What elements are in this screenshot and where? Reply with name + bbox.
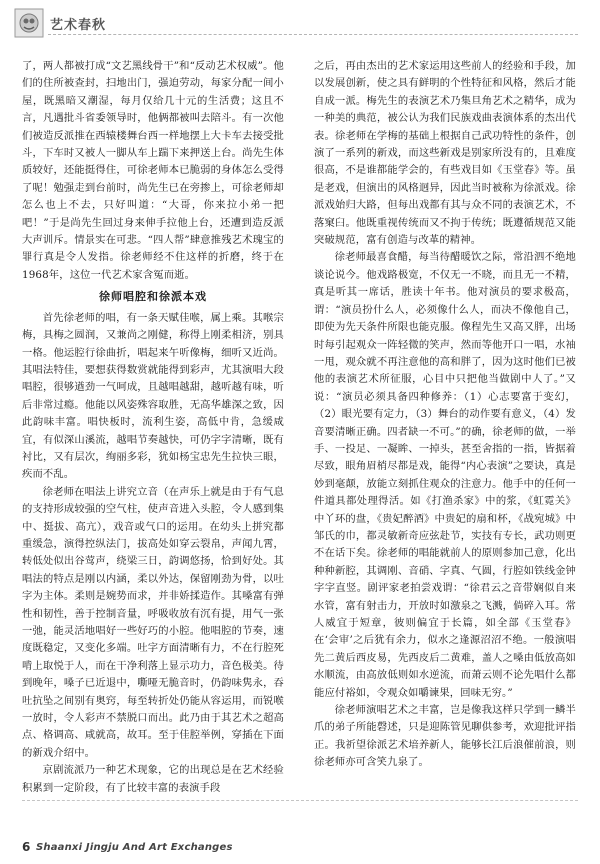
journal-section-title: 艺术春秋 [50, 18, 107, 33]
left-paragraph-2: 首先徐老师的唱，有一条天赋佳喉，属上乘。其喉宗梅，具梅之圆润，又兼尚之刚健，称得上刚柔相济，别具一格。他运腔行徐曲折，唱起来午听像梅，细听又近尚。其唱法特佳，要想获得数赏就能得到彩声，尤其演唱大段唱腔，很够遒劲一气呵成，且越唱越甜，越听越有味，听后非常过瘾。他能以风姿殊容取胜，无高华雄深之致，因此韵味丰富。唱快板时，流利生姿，高低中肯，急缓咸宜，有似深山溪流，越唱节奏越快，可仍字字清晰，既有衬比，又有层次，绚丽多彩，犹如杨宝忠先生拉快三眼，疾而不乱。 [22, 311, 284, 481]
section-heading: 徐师唱腔和徐派本戏 [99, 290, 207, 304]
page-header [0, 0, 600, 44]
header-divider [48, 34, 578, 35]
journal-logo-icon [14, 8, 44, 38]
left-paragraph-4: 京剧流派乃一种艺术现象，它的出现总是在艺术经验积累到一定阶段，有了比较丰富的表演手段 [22, 764, 284, 794]
right-paragraph-3: 徐老师演唱艺术之丰富，岂是像我这样只学到一鳞半爪的弟子所能磬述，只是迎陈管见聊供参考，欢迎批评指正。我祈望徐派艺术培养新人，能够长江后浪催前浪，则徐老师亦可含笑九泉了。 [314, 704, 576, 769]
right-paragraph-1: 之后，再由杰出的艺术家运用这些前人的经验和手段，加以发展创新，使之具有鲜明的个性特征和风格，然后才能自成一派。梅先生的表演艺术乃集旦角艺术之精华，成为一种美的典范，被公认为我们民族戏曲表演体系的杰出代表。徐老师在学梅的基础上根据自己武功特性的条件，创演了一系列的新戏，而这些新戏是别家所没有的，且难度很高，不是谁都能学会的，有些戏目如《玉堂春》等。虽是老戏，但演出的风格迥异，因此当时被称为徐派戏。徐派戏始归大路，但每出戏都有其与众不同的表演艺术，不落窠臼。他既重视传统而又不拘于传统；既遵循规范又能突破规范，富有创造与改革的精神。 [314, 60, 576, 247]
footer-divider [22, 800, 578, 801]
journal-name: Shaanxi Jingju And Art Exchanges [36, 842, 233, 853]
left-paragraph-1: 了，两人都被打成“文艺黑线骨干”和“反动艺术权威”。他们的住所被查封，扫地出门，强迫劳动，每家分配一间小屋，既黑暗又潮湿，每月仅给几十元的生活费；这且不言，凡遇批斗省委领导时，他俩都被叫去陪斗。有一次他们被造反派推在西辕楼舞台西一样地摆上大卡车去接受批斗，下车时又被人一脚从车上踹下来押送上台。尚先生体质较好，还能挺得住，可徐老师本已脆弱的身体怎么受得了呢！勉强走到台前时，尚先生已在旁掺上，可徐老师却怎么也上不去，只好叫道：“大哥，你来拉小弟一把吧！”于是尚先生回过身来伸手拉他上台，还遭到造反派大声训斥。情景实在可悲。“四人帮”肆意推残艺术瑰宝的罪行真是令人发指。徐老师经不住这样的折磨，终于在1968年，这位一代艺术家含冤而逝。 [22, 60, 284, 281]
right-column [314, 58, 576, 772]
right-paragraph-2: 徐老师最喜食醋，每当待醋暖饮之际，常沿泗不绝地谈论说今。他戏路极宽，不仅无一不晓，而且无一不精，真是听其一席话，胜读十年书。他对演员的要求极高，谓：“演员扮什么人，必须像什么人，而决不像他自己，即使为先天条件所限也能克服。像程先生又高又胖，出场时每引起观众一阵轻微的笑声，然而等他开口一唱，水袖一甩，观众就不再注意他的高和胖了，因为这时他们已被他的表演艺术所征服，心目中只把他当做剧中人了。”又说：“演员必须具备四种修养：（1）心志要富于变幻，（2）眼光要有定力，（3）舞台的动作要有意义，（4）发音要清晰正确。四者缺一不可。”的确，徐老师的做，一举手、一投足、一凝眸、一掉头，甚至舍指的一指，皆据着尽致，眼角眉梢尽都是戏，能得“内心表演”之要诀，真是妙到毫颠，放能立刻抓住观众的注意力。他手中的任何一件道具都处理得活。如《打渔杀家》中的浆，《虹霓关》中丫环的盘，《贵妃醉酒》中贵妃的扇和杯，《战宛城》中邹氏的巾，都灵敏新奇应弦赴节，实技有专长，武功则更不在话下矣。徐老师的唱能就前人的原则参加己意，化出种种新腔，其调刚、音硝、字真、气圆，行腔如铁线金钟字字直竖。剧评家老拍尝戏谓：“徐君云之音带娴似自来水管，富有射击力，开放时如激泉之飞溅，倘碎入耳。常人威宜于短章，彼则偏宜于长篇，如全部《玉堂春》在‘会审’之后犹有余力，似水之逢源沼沼不绝。一般演唱先二黄后西皮易，先西皮后二黄难，盖人之嗓由低放高如水顺流，由高放低则如水逆流，而萧云则不论先唱什么都能应付裕如，令观众如嚼谏果，回味无穷。” [314, 251, 576, 699]
page-number: 6 [22, 840, 31, 854]
left-column [22, 58, 284, 797]
left-paragraph-3: 徐老师在唱法上讲究立音（在声乐上就是由于有气息的支持形成较强的空气柱，使声音进入头腔，令人感到集中、挺拔、高亢），戏音或气口的运用。在幼头上拼究都重缓急，演得控纵法门，拔高处如穿云裂帛，声闻九霄，转低处似出谷莺声，绕梁三日，韵调悠扬，恰到好处。其唱法的特点是刚以内涵，柔以外达，保留刚劲为骨，以吐字为主体。柔则是婉势而求，并非娇揉造作。其嗓富有弹性和韧性，善于控制音量，呼吸收放有沉有提，用气一张一弛，能灵活地唱好一些好巧的小腔。他唱腔的节奏，速度既稳定，又变化多端。吐字方面清晰有力，不在行腔死啃上取悦于人，而在干净利落上显示功力，音色极美。待到晚年，嗓子已近退中，嘶哑无脆音时，仍韵味隽永，吞吐抗坠之间别有奥窍，每至转折处仍能从容运用，而锐喉一放时，令人彩声不禁脱口而出。此乃由于其艺术之超高点、格调高、咸就高，故耳。至于佳腔举例，穿插在下面的新戏介绍中。 [22, 485, 284, 759]
